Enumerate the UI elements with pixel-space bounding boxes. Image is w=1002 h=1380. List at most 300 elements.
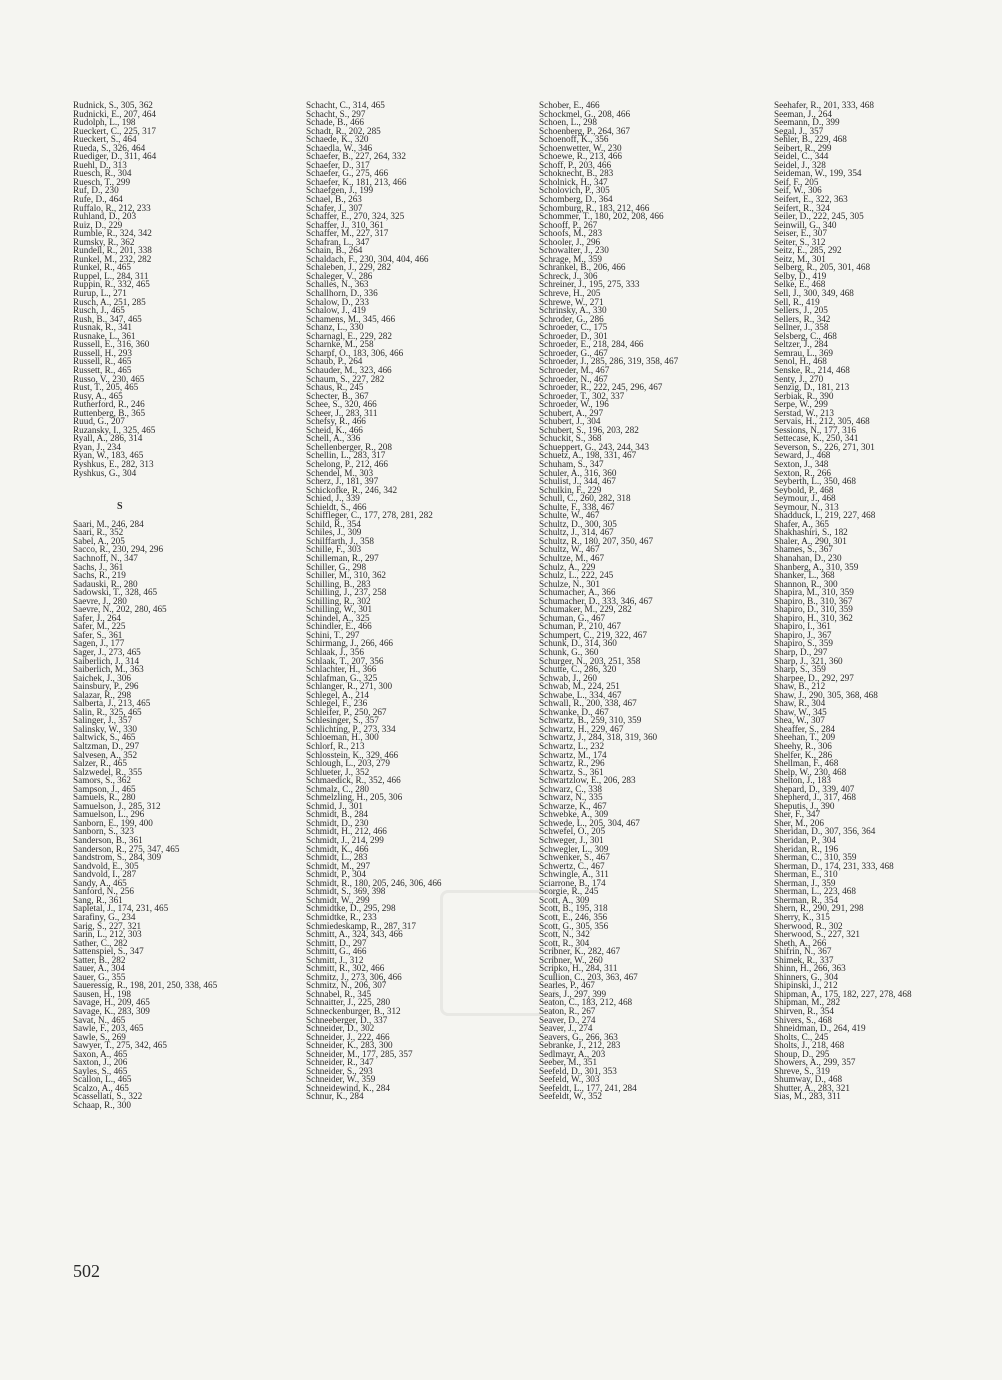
index-entry: Shapiro, S., 359: [774, 638, 833, 649]
index-entry: Sandvold, E., 305: [73, 860, 139, 871]
index-entry: Rumble, R., 324, 342: [73, 228, 152, 239]
index-entry: Sedlmayr, A., 203: [539, 1048, 606, 1059]
index-entry: Schneider, R., 347: [306, 1057, 374, 1068]
index-entry: Saiberlich, M., 363: [73, 664, 144, 675]
index-entry: Shivers, S., 468: [774, 1014, 832, 1025]
index-entry: Seif, F., 205: [774, 176, 819, 187]
index-entry: Saltzman, D., 297: [73, 741, 140, 752]
index-entry: Russell, H., 293: [73, 347, 132, 358]
index-entry: Sheaffer, S., 284: [774, 723, 835, 734]
index-entry: Schaus, R., 245: [306, 382, 364, 393]
index-entry: Schooler, J., 296: [539, 236, 601, 247]
index-entry: Safer, M., 225: [73, 621, 126, 632]
index-entry: Seefeldt, L., 177, 241, 284: [539, 1082, 637, 1093]
index-entry: Schwarz, N., 335: [539, 792, 603, 803]
index-entry: Schwab, J., 260: [539, 672, 597, 683]
index-entry: Schaedla, W., 346: [306, 142, 373, 153]
index-entry: Schiffleger, C., 177, 278, 281, 282: [306, 510, 433, 521]
index-entry: Schroeder, E., 218, 284, 466: [539, 339, 644, 350]
index-entry: Schade, B., 466: [306, 117, 364, 128]
index-entry: Shellman, F., 468: [774, 758, 839, 769]
index-entry: Shepherd, J., 317, 468: [774, 792, 856, 803]
index-entry: Sehler, B., 229, 468: [774, 134, 847, 145]
index-entry: Seefeld, D., 301, 353: [539, 1065, 617, 1076]
index-entry: Schooff, P., 267: [539, 219, 598, 230]
index-entry: Schell, A., 336: [306, 433, 361, 444]
index-entry: Rueda, S., 326, 464: [73, 142, 146, 153]
index-entry: Scullion, C., 203, 363, 467: [539, 971, 638, 982]
index-entry: Shelfer, K., 286: [774, 749, 833, 760]
index-entry: Schlichting, P., 273, 334: [306, 723, 396, 734]
index-entry: Serbiak, R., 390: [774, 390, 834, 401]
index-entry: Schrage, M., 359: [539, 253, 603, 264]
index-entry: Shoup, D., 295: [774, 1048, 830, 1059]
index-entry: Seltzer, J., 284: [774, 339, 828, 350]
index-entry: Seinwill, G., 340: [774, 219, 837, 230]
index-entry: Schuman, G., 467: [539, 612, 606, 623]
index-entry: Seefeldt, W., 352: [539, 1091, 603, 1102]
index-entry: Shapiro, H., 310, 362: [774, 612, 853, 623]
index-entry: Sell, R., 419: [774, 296, 820, 307]
index-entry: Schroeder, D., 301: [539, 330, 608, 341]
index-entry: Schneckenburger, B., 312: [306, 1005, 401, 1016]
index-entry: Schneider, S., 293: [306, 1065, 373, 1076]
index-entry: Schellenberger, R., 208: [306, 441, 392, 452]
index-entry: Selsberg, C., 468: [774, 330, 837, 341]
index-entry: Schlanger, R., 271, 300: [306, 681, 393, 692]
index-entry: Schilling, W., 301: [306, 604, 373, 615]
index-entry: Seyberth, L., 350, 468: [774, 476, 856, 487]
index-entry: Sapletal, J., 174, 231, 465: [73, 903, 169, 914]
index-entry: Schultz, W., 467: [539, 544, 600, 555]
index-entry: Shutter, A., 283, 321: [774, 1082, 850, 1093]
index-entry: Shapiro, B., 310, 367: [774, 595, 853, 606]
index-entry: Shaler, A., 290, 301: [774, 535, 847, 546]
index-entry: Schmalz, C., 280: [306, 783, 370, 794]
index-entry: Shaw, B., 212: [774, 681, 826, 692]
index-entry: Senske, R., 214, 468: [774, 364, 850, 375]
index-entry: Rusnake, L., 361: [73, 330, 136, 341]
index-entry: Schwabe, L., 334, 467: [539, 689, 622, 700]
index-entry: Schulte, F., 338, 467: [539, 501, 615, 512]
index-entry: Sandvold, I., 287: [73, 869, 137, 880]
index-entry: Schulkin, F., 229: [539, 484, 602, 495]
index-entry: Schamens, M., 345, 466: [306, 313, 396, 324]
index-entry: Schilling, R., 302: [306, 595, 371, 606]
index-entry: Schilling, B., 283: [306, 578, 371, 589]
index-entry: Schmidtke, D., 295, 298: [306, 903, 396, 914]
index-entry: Schoenoff, K., 356: [539, 134, 609, 145]
index-entry: Schultz, R., 180, 207, 350, 467: [539, 535, 654, 546]
index-entry: Sarig, S., 227, 321: [73, 920, 142, 931]
index-entry: Sherman, J., 359: [774, 877, 836, 888]
index-entry: Samuelson, L., 296: [73, 809, 145, 820]
index-entry: Schauder, M., 323, 466: [306, 364, 392, 375]
index-entry: Senzig, D., 181, 213: [774, 382, 850, 393]
spacer: [73, 486, 303, 495]
index-entry: Schaub, P., 264: [306, 356, 363, 367]
index-entry: Schaffer, M., 227, 317: [306, 228, 389, 239]
index-entry: Schwartz, L., 232: [539, 741, 605, 752]
index-entry: Schoff, P., 203, 466: [539, 159, 612, 170]
index-entry: Shumway, D., 468: [774, 1074, 843, 1085]
index-entry: Sanderson, R., 275, 347, 465: [73, 843, 180, 854]
index-entry: Schael, B., 263: [306, 194, 362, 205]
index-entry: Sheth, A., 266: [774, 937, 827, 948]
index-entry: Scharnke, M., 258: [306, 339, 374, 350]
index-entry: Shanberg, A., 310, 359: [774, 561, 859, 572]
index-entry: Scholnick, H., 347: [539, 176, 608, 187]
index-entry: Schied, J., 339: [306, 493, 360, 504]
index-entry: Samuels, R., 280: [73, 792, 136, 803]
index-entry: Schnur, K., 284: [306, 1091, 364, 1102]
index-entry: Rush, B., 347, 465: [73, 313, 142, 324]
index-entry: Schoen, L., 298: [539, 117, 597, 128]
index-entry: Shreve, S., 319: [774, 1065, 830, 1076]
index-entry: Schoenwetter, W., 230: [539, 142, 622, 153]
index-entry: Sherwood, R., 302: [774, 920, 843, 931]
index-entry: Schlachter, H., 366: [306, 664, 377, 675]
index-entry: Sanborn, S., 323: [73, 826, 134, 837]
index-entry: Schieldt, S., 466: [306, 501, 367, 512]
index-entry: Rudolph, L., 198: [73, 117, 136, 128]
index-entry: Safer, S., 361: [73, 629, 123, 640]
index-entry: Schwartz, H., 229, 467: [539, 723, 624, 734]
index-entry: Schlueter, J., 352: [306, 766, 370, 777]
index-entry: Senty, J., 270: [774, 373, 824, 384]
index-entry: Ruud, G., 207: [73, 416, 125, 427]
index-entry: Schilleman, R., 297: [306, 552, 379, 563]
index-entry: Sherman, R., 354: [774, 894, 839, 905]
index-entry: Seidel, J., 328: [774, 159, 826, 170]
index-entry: Schwingle, A., 311: [539, 869, 609, 880]
index-entry: Sager, J., 273, 465: [73, 647, 141, 657]
index-entry: Seifert, R., 324: [774, 202, 830, 213]
index-entry: Schellin, L., 283, 317: [306, 450, 386, 461]
index-entry: Schlough, L., 203, 279: [306, 758, 390, 769]
index-entry: Schelong, P., 212, 466: [306, 458, 388, 469]
index-entry: Saichek, J., 306: [73, 672, 131, 683]
index-entry: Salzer, R., 465: [73, 758, 127, 769]
index-entry: Schwebke, A., 309: [539, 809, 609, 820]
index-entry: Shapira, M., 310, 359: [774, 587, 854, 598]
index-entry: Schacht, C., 314, 465: [306, 100, 385, 110]
index-entry: Shadduck, I., 219, 227, 468: [774, 510, 876, 521]
index-entry: Schendel, M., 303: [306, 467, 374, 478]
index-entry: Scorgie, R., 245: [539, 886, 599, 897]
index-entry: Schommer, T., 180, 202, 208, 466: [539, 211, 664, 222]
index-entry: Shinn, H., 266, 363: [774, 963, 846, 974]
index-entry: Sholts, J., 218, 468: [774, 1040, 845, 1051]
section-letter-heading: S: [117, 500, 123, 512]
index-entry: Schmitz, J., 273, 306, 466: [306, 971, 402, 982]
index-entry: Scott, B., 195, 318: [539, 903, 608, 914]
index-entry: Rusy, A., 465: [73, 390, 123, 401]
index-entry: Runkel, R., 465: [73, 262, 131, 273]
index-entry: Sher, F., 347: [774, 809, 821, 820]
index-entry: Schumacher, A., 366: [539, 587, 616, 598]
index-entry: Schulist, J., 344, 467: [539, 476, 616, 487]
index-entry: Rumsky, R., 362: [73, 236, 135, 247]
index-entry: Schreiner, J., 195, 275, 333: [539, 279, 640, 290]
index-entry: Schmidt, H., 212, 466: [306, 826, 387, 837]
index-entry: Schoofs, M., 283: [539, 228, 603, 239]
index-entry: Sheridan, P., 304: [774, 835, 837, 846]
index-entry: Shannon, R., 300: [774, 578, 838, 589]
index-entry: Schafran, L., 347: [306, 236, 370, 247]
index-entry: Sayles, S., 465: [73, 1065, 128, 1076]
index-entry: Schilffarth, J., 358: [306, 535, 374, 546]
index-entry: Servais, H., 212, 305, 468: [774, 416, 870, 427]
spacer: [73, 477, 303, 486]
index-entry: Sherman, E., 310: [774, 869, 838, 880]
index-entry: Schecter, B., 367: [306, 390, 369, 401]
index-entry: Sheputis, J., 390: [774, 800, 835, 811]
index-entry: Schmitt, G., 466: [306, 946, 367, 957]
index-entry: Sather, C., 282: [73, 937, 128, 948]
index-entry: Schroeder, M., 467: [539, 364, 610, 375]
index-entry: Schmitt, D., 297: [306, 937, 367, 948]
index-entry: Schwartzlow, E., 206, 283: [539, 775, 636, 786]
index-entry: Schlesinger, S., 357: [306, 715, 379, 726]
index-entry: Schwartz, B., 259, 310, 359: [539, 715, 642, 726]
index-entry: Seaver, J., 274: [539, 1023, 593, 1034]
index-entry: Schoenberg, P., 264, 367: [539, 125, 630, 136]
index-entry: Sawle, F., 203, 465: [73, 1023, 144, 1034]
index-entry: Schmidt, M., 297: [306, 860, 371, 871]
index-entry: Selberg, R., 205, 301, 468: [774, 262, 871, 273]
index-entry: Schmidt, L., 283: [306, 852, 368, 863]
index-entry: Schlegel, F., 236: [306, 698, 368, 709]
index-entry: Ryan, J., 234: [73, 441, 121, 452]
index-entry: Sachs, J., 361: [73, 561, 124, 572]
index-entry: Shirven, R., 354: [774, 1005, 834, 1016]
index-entry: Schreck, J., 306: [539, 270, 598, 281]
index-entry: Sanderson, B., 361: [73, 835, 143, 846]
index-entry: Sauer, G., 355: [73, 971, 126, 982]
index-entry: Scheid, K., 466: [306, 424, 363, 435]
index-entry: Schull, C., 260, 282, 318: [539, 493, 631, 504]
index-entry: Scharpf, O., 183, 306, 466: [306, 347, 404, 358]
index-entry: Schuckit, S., 368: [539, 433, 602, 444]
index-entry: Ruhland, D., 203: [73, 211, 137, 222]
index-entry: Sherry, K., 315: [774, 911, 830, 922]
index-entry: Severson, S., 226, 271, 301: [774, 441, 875, 452]
index-entry: Scott, R., 304: [539, 937, 590, 948]
index-entry: Schwenker, S., 467: [539, 852, 610, 863]
index-entry: Scalzo, A., 465: [73, 1082, 129, 1093]
index-entry: Schueppert, G., 243, 244, 343: [539, 441, 649, 452]
index-entry: Sciarrone, B., 174: [539, 877, 606, 888]
index-entry: Schulte, W., 467: [539, 510, 600, 521]
index-entry: Schini, T., 297: [306, 629, 360, 640]
index-entry: Schalles, N., 363: [306, 279, 369, 290]
index-entry: Saiberlich, J., 314: [73, 655, 140, 666]
index-entry: Schunk, D., 314, 360: [539, 638, 617, 649]
index-entry: Ruehl, D., 313: [73, 159, 127, 170]
index-entry: Schlorf, R., 213: [306, 741, 365, 752]
index-entry: Seymour, N., 313: [774, 501, 839, 512]
index-entry: Sheridan, R., 196: [774, 843, 839, 854]
index-entry: Sebranke, J., 212, 283: [539, 1040, 621, 1051]
index-entry: Shaw, W., 345: [774, 706, 827, 717]
index-entry: Seifert, E., 322, 363: [774, 194, 848, 205]
index-entry: Sainsbury, P., 296: [73, 681, 139, 692]
index-entry: Sessions, N., 177, 316: [774, 424, 856, 435]
index-entry: Schmaedick, R., 352, 466: [306, 775, 401, 786]
index-entry: Sherman, C., 310, 359: [774, 852, 857, 863]
index-entry: Schuham, S., 347: [539, 458, 604, 469]
index-entry: Shimek, R., 337: [774, 954, 834, 965]
index-entry: Schlaak, T., 207, 356: [306, 655, 384, 666]
index-entry: Shafer, A., 365: [774, 518, 830, 529]
index-entry: Sheehan, T., 209: [774, 732, 836, 743]
index-column-2: [306, 101, 536, 1101]
index-entry: Sherwood, S., 227, 321: [774, 929, 861, 940]
index-entry: Schulz, A., 229: [539, 561, 596, 572]
index-entry: Seaver, D., 274: [539, 1014, 596, 1025]
index-entry: Schwab, M., 224, 251: [539, 681, 620, 692]
index-entry: Schafer, J., 307: [306, 202, 363, 213]
index-entry: Schefsy, R., 466: [306, 416, 366, 427]
index-entry: Schmitz, N., 206, 307: [306, 980, 387, 991]
index-entry: Selby, D., 419: [774, 270, 827, 281]
index-entry: Shern, R., 290, 291, 298: [774, 903, 864, 914]
index-entry: Schroder, G., 286: [539, 313, 604, 324]
index-entry: Schurger, N., 203, 251, 358: [539, 655, 641, 666]
index-entry: Sanford, N., 256: [73, 886, 134, 897]
index-entry: Ryan, W., 183, 465: [73, 450, 144, 461]
index-entry: Schmitt, A., 324, 343, 466: [306, 929, 403, 940]
index-entry: Seymour, J., 468: [774, 493, 836, 504]
index-entry: Schroeder, C., 175: [539, 322, 608, 333]
index-entry: Schindel, A., 325: [306, 612, 370, 623]
index-entry: Schwartz, M., 174: [539, 749, 607, 760]
index-entry: Sellers, R., 342: [774, 313, 831, 324]
index-entry: Schoewe, R., 213, 466: [539, 151, 622, 162]
index-entry: Schiller, G., 298: [306, 561, 367, 572]
index-entry: Seibert, R., 299: [774, 142, 832, 153]
index-entry: Sherman, D., 174, 231, 333, 468: [774, 860, 894, 871]
index-entry: Scott, N., 342: [539, 929, 590, 940]
index-entry: Shipman, M., 282: [774, 997, 841, 1008]
index-entry: Schultze, M., 467: [539, 552, 605, 563]
index-entry: Safer, J., 264: [73, 612, 121, 623]
index-entry: Ryshkus, E., 282, 313: [73, 458, 154, 469]
index-entry: Schaefer, G., 275, 466: [306, 168, 389, 179]
index-entry: Rudnicki, E., 207, 464: [73, 108, 156, 119]
index-entry: Schober, E., 466: [539, 100, 600, 110]
index-entry: Schmitt, R., 302, 466: [306, 963, 385, 974]
index-entry: Schlegel, A., 214: [306, 689, 370, 700]
index-entry: Schallhorn, D., 336: [306, 288, 378, 299]
index-entry: Sharp, S., 359: [774, 664, 826, 675]
index-entry: Schroeder, R., 222, 245, 296, 467: [539, 382, 663, 393]
index-entry: Schille, F., 303: [306, 544, 362, 555]
index-entry: Shapiro, I., 361: [774, 621, 831, 632]
index-entry: Seiter, S., 312: [774, 236, 826, 247]
index-entry: Schiller, M., 310, 362: [306, 570, 387, 581]
spacer: [73, 494, 303, 503]
index-entry: Schubert, S., 196, 203, 282: [539, 424, 639, 435]
index-entry: Saevre, N., 202, 280, 465: [73, 604, 167, 615]
index-entry: Schunk, G., 360: [539, 647, 599, 657]
index-entry: Runkel, M., 232, 282: [73, 253, 152, 264]
index-entry: Salberta, J., 213, 465: [73, 698, 151, 709]
index-entry: Shea, W., 307: [774, 715, 825, 726]
index-entry: Ruesch, T., 299: [73, 176, 131, 187]
index-entry: Showers, A., 299, 357: [774, 1057, 856, 1068]
index-entry: Schultz, J., 314, 467: [539, 527, 614, 538]
index-entry: Sattenspiel, S., 347: [73, 946, 144, 957]
index-entry: Savage, K., 283, 309: [73, 1005, 150, 1016]
page-number: 502: [73, 1261, 100, 1281]
index-entry: Seemann, D., 399: [774, 117, 840, 128]
index-entry: Sampson, J., 465: [73, 783, 136, 794]
index-entry: Sandstrom, S., 284, 309: [73, 852, 162, 863]
index-entry: Schuman, P., 210, 467: [539, 621, 621, 632]
index-entry: Schreve, H., 205: [539, 288, 601, 299]
index-entry: Savat, N., 465: [73, 1014, 126, 1025]
index-entry: Seitz, M., 301: [774, 253, 826, 264]
index-entry: Schuetz, A., 198, 331, 467: [539, 450, 637, 461]
index-entry: Schneeberger, D., 337: [306, 1014, 388, 1025]
index-entry: Sell, J., 300, 349, 468: [774, 288, 854, 299]
index-entry: Samors, S., 362: [73, 775, 131, 786]
index-entry: Schmiedeskamp, R., 287, 317: [306, 920, 416, 931]
index-entry: Shepard, D., 339, 407: [774, 783, 855, 794]
index-entry: Schaleger, V., 286: [306, 270, 373, 281]
index-entry: Schroeder, J., 285, 286, 319, 358, 467: [539, 356, 679, 367]
index-entry: Schrinsky, A., 330: [539, 305, 607, 316]
index-entry: Sheridan, D., 307, 356, 364: [774, 826, 876, 837]
index-entry: Seavers, G., 266, 363: [539, 1031, 618, 1042]
index-entry: Schwall, R., 200, 338, 467: [539, 698, 637, 709]
index-entry: Schloeman, H., 300: [306, 732, 379, 743]
index-entry: Schee, S., 320, 466: [306, 399, 377, 410]
index-entry: Scharnagl, E., 229, 282: [306, 330, 392, 341]
index-entry: Schwegler, L., 309: [539, 843, 609, 854]
index-entry: Searles, P., 467: [539, 980, 595, 991]
index-entry: Ruffalo, R., 212, 233: [73, 202, 151, 213]
index-entry: Shelton, J., 183: [774, 775, 831, 786]
index-entry: Saltwick, S., 465: [73, 732, 136, 743]
index-entry: Schroeder, N., 467: [539, 373, 608, 384]
index-entry: Schmitt, J., 312: [306, 954, 364, 965]
index-entry: Schain, B., 264: [306, 245, 363, 256]
index-entry: Scallon, L., 465: [73, 1074, 132, 1085]
index-entry: Schmelzling, H., 205, 306: [306, 792, 403, 803]
index-entry: Shaw, J., 290, 305, 368, 468: [774, 689, 878, 700]
index-entry: Rutherford, R., 246: [73, 399, 145, 410]
index-entry: Sauer, A., 304: [73, 963, 125, 974]
index-entry: Saari, R., 352: [73, 527, 124, 538]
index-entry: Schwanke, D., 467: [539, 706, 609, 717]
index-entry: Schmidt, B., 284: [306, 809, 369, 820]
index-entry: Ruttenberg, B., 365: [73, 407, 146, 418]
index-entry: Salinger, J., 357: [73, 715, 133, 726]
index-entry: Sachs, R., 219: [73, 570, 126, 581]
index-entry: Seeber, M., 351: [539, 1057, 598, 1068]
index-entry: Sausen, H., 198: [73, 988, 131, 999]
index-entry: Seiler, D., 222, 245, 305: [774, 211, 864, 222]
index-entry: Schneider, M., 177, 285, 357: [306, 1048, 413, 1059]
index-column-1: [73, 101, 303, 1110]
index-entry: Selke, E., 468: [774, 279, 826, 290]
index-entry: Scott, E., 246, 356: [539, 911, 608, 922]
index-entry: Russell, E., 316, 360: [73, 339, 150, 350]
index-entry: Rudnick, S., 305, 362: [73, 100, 153, 110]
